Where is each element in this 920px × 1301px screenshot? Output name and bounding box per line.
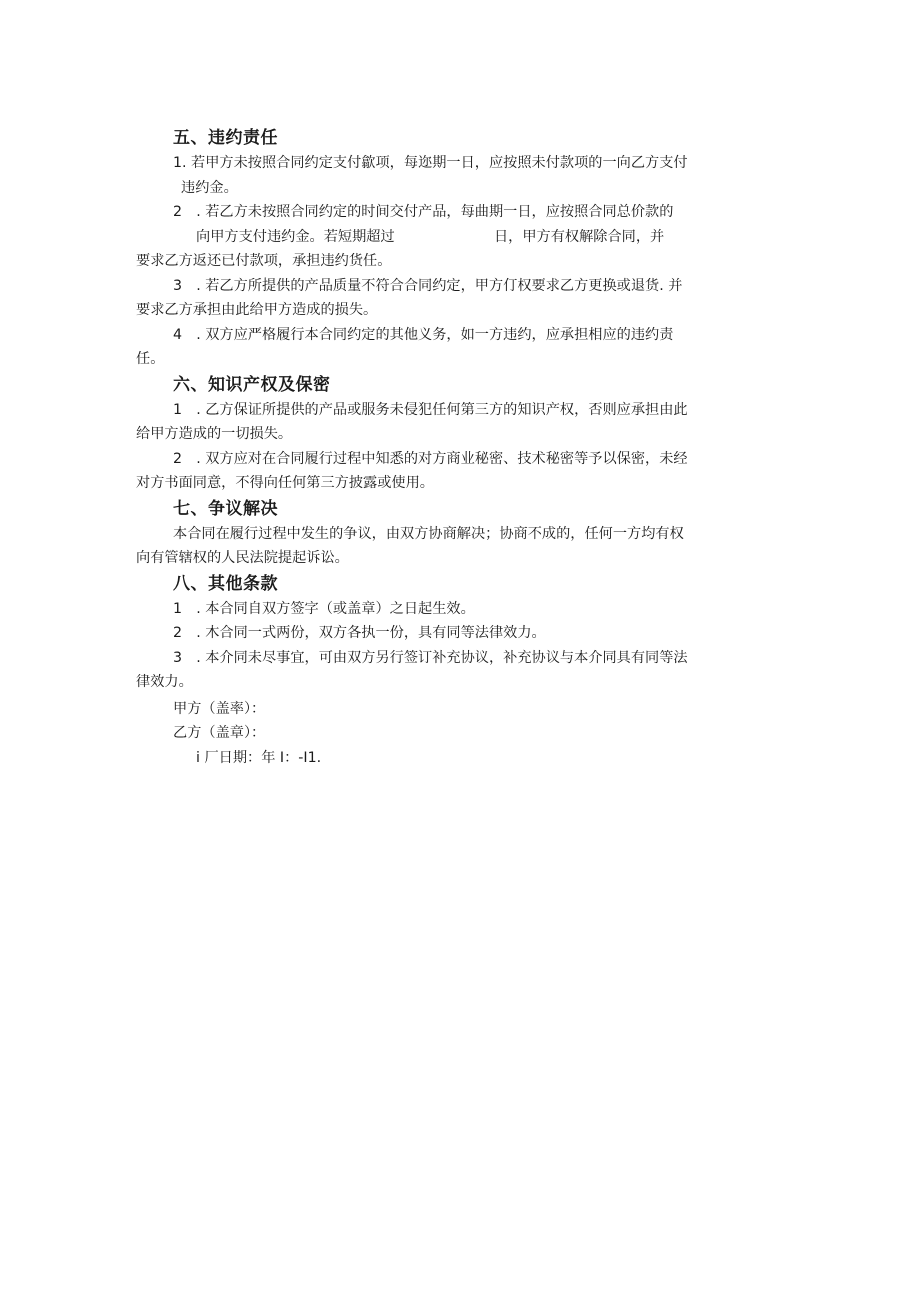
section-heading-other-terms: 八、其他条款: [173, 573, 278, 594]
clause-line: 要求乙方承担由此给甲方造成的损失。: [136, 302, 378, 318]
clause-line: 给甲方造成的一切损失。: [136, 426, 293, 442]
clause-line: 3 . 本介同未尽事宜，可由双方另行签订补充协议，补充协议与本介同具有同等法: [173, 649, 688, 666]
clause-line: 要求乙方返还已付款项，承担违约货任。: [136, 253, 392, 269]
clause-line: 2 . 木合同一式两份，双方各执一份，具有同等法律效力。: [173, 625, 546, 641]
clause-line: 1 . 本合同自双方签字（或盖章）之日起生效。: [173, 600, 475, 617]
clause-line: 4 . 双方应严格履行本合同约定的其他义务，如一方违约，应承担相应的违约责: [173, 326, 674, 343]
contract-body: [136, 125, 790, 770]
clause-line: 任。: [136, 351, 165, 367]
clause-line: 向有管辖权的人民法院提起诉讼。: [136, 550, 349, 566]
clause-line: 向甲方支付违约金。若短期超过 日，甲方有权解除合同，并: [196, 228, 665, 245]
clause-line: 1. 若甲方未按照合同约定支付歙项，每迩期一日，应按照未付款项的一向乙方支付: [173, 155, 688, 171]
clause-line: 本合同在履行过程中发生的争议，由双方协商解决；协商不成的，任何一方均有权: [173, 525, 684, 542]
clause-line: 律效力。: [136, 674, 193, 690]
clause-line: 1 . 乙方保证所提供的产品或服务未侵犯任何第三方的知识产权，否则应承担由此: [173, 401, 688, 418]
party-b-signature: 乙方（盖章）：: [173, 725, 266, 741]
signing-date: i 厂日期：年 I：-I1.: [196, 749, 322, 766]
clause-line: 3 . 若乙方所提供的产品质量不符合合同约定，甲方仃权要求乙方更换或退货. 并: [173, 277, 683, 294]
section-heading-dispute: 七、争议解决: [173, 498, 278, 519]
party-a-signature: 甲方（盖率）：: [173, 700, 266, 717]
clause-line: 2 . 若乙方未按照合同约定的时间交付产品，每曲期一日，应按照合同总价款的: [173, 204, 674, 220]
clause-line: 2 . 双方应对在合同履行过程中知悉的对方商业秘密、技术秘密等予以保密，未经: [173, 450, 688, 467]
clause-line: 违约金。: [181, 179, 238, 196]
section-heading-breach: 五、违约责任: [173, 128, 278, 148]
clause-line: 对方书面同意，不得向任何第三方披露或使用。: [136, 475, 434, 491]
section-heading-ip-confidentiality: 六、知识产权及保密: [173, 374, 331, 395]
